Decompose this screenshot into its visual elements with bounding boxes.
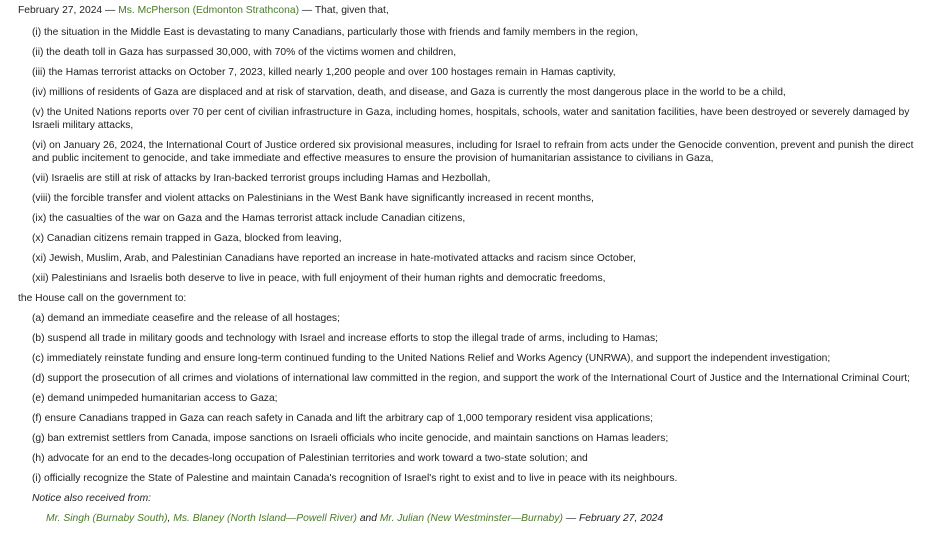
action-clause-g: (g) ban extremist settlers from Canada, impose sanctions on Israeli officials who incite genocide, and maintain sanctions on Hamas leaders; [32,433,669,444]
notice-member-link-julian[interactable]: Mr. Julian (New Westminster—Burnaby) [379,513,563,524]
action-clause-e: (e) demand unimpeded humanitarian access to Gaza; [32,393,278,404]
sponsor-member-link[interactable]: Ms. McPherson (Edmonton Strathcona) [118,5,300,16]
whereas-clause-ix: (ix) the casualties of the war on Gaza and the Hamas terrorist attack include Canadian citizens, [32,213,466,224]
action-clause-a: (a) demand an immediate ceasefire and the release of all hostages; [32,313,340,324]
notice-member-link-singh[interactable]: Mr. Singh (Burnaby South) [46,513,168,524]
whereas-clause-ii: (ii) the death toll in Gaza has surpassed 30,000, with 70% of the victims women and children, [32,47,457,58]
notice-heading: Notice also received from: [32,493,152,504]
notice-date: — February 27, 2024 [562,513,664,524]
notice-members-line [46,512,930,525]
whereas-clause-i: (i) the situation in the Middle East is devastating to many Canadians, particularly those with friends and family members in the region, [32,27,639,38]
action-clause-c: (c) immediately reinstate funding and ensure long-term continued funding to the United Nations Relief and Works Agency (UNRWA), and support the independent investigation; [32,353,831,364]
action-clause-d: (d) support the prosecution of all crimes and violations of international law committed in the region, and support the work of the International Court of Justice and the International Criminal Court; [32,373,910,384]
whereas-clause-v: (v) the United Nations reports over 70 per cent of civilian infrastructure in Gaza, including homes, hospitals, schools, water and sanitation facilities, have been destroyed or severely damaged by Israeli military attacks, [32,107,910,131]
whereas-clause-xi: (xi) Jewish, Muslim, Arab, and Palestinian Canadians have reported an increase in hate-motivated attacks and racism since October, [32,253,636,264]
action-clause-h: (h) advocate for an end to the decades-long occupation of Palestinian territories and work toward a two-state solution; and [32,453,588,464]
header-separator: — [102,5,119,16]
motion-date: February 27, 2024 [18,5,103,16]
whereas-clause-vii: (vii) Israelis are still at risk of attacks by Iran-backed terrorist groups including Hamas and Hezbollah, [32,173,491,184]
house-call-line: the House call on the government to: [18,293,187,304]
action-clause-b: (b) suspend all trade in military goods and technology with Israel and increase efforts to stop the illegal trade of arms, including to Hamas; [32,333,658,344]
notice-separator-comma: , [167,513,174,524]
action-clause-f: (f) ensure Canadians trapped in Gaza can reach safety in Canada and lift the arbitrary cap of 1,000 temporary resident visa applications; [32,413,654,424]
whereas-clause-viii: (viii) the forcible transfer and violent attacks on Palestinians in the West Bank have significantly increased in recent months, [32,193,594,204]
whereas-clause-iv: (iv) millions of residents of Gaza are displaced and at risk of starvation, death, and disease, and Gaza is currently the most dangerous place in the world to be a child, [32,87,786,98]
action-clause-i: (i) officially recognize the State of Palestine and maintain Canada's recognition of Israel's right to exist and to live in peace with its neighbours. [32,473,678,484]
whereas-clause-vi: (vi) on January 26, 2024, the International Court of Justice ordered six provisional measures, including for Israel to refrain from acts under the Genocide convention, prevent and punish the direct and public incitement to genocide, and take immediate and effective measures to ensure the provision of humanitarian assistance to civilians in Gaza, [32,140,914,164]
whereas-clause-iii: (iii) the Hamas terrorist attacks on October 7, 2023, killed nearly 1,200 people and over 100 hostages remain in Hamas captivity, [32,67,616,78]
motion-intro: — That, given that, [299,5,389,16]
whereas-clause-x: (x) Canadian citizens remain trapped in Gaza, blocked from leaving, [32,233,342,244]
motion-header [18,4,930,17]
whereas-clause-xii: (xii) Palestinians and Israelis both deserve to live in peace, with full enjoyment of their human rights and democratic freedoms, [32,273,606,284]
notice-separator-and: and [356,513,380,524]
notice-member-link-blaney[interactable]: Ms. Blaney (North Island—Powell River) [173,513,357,524]
